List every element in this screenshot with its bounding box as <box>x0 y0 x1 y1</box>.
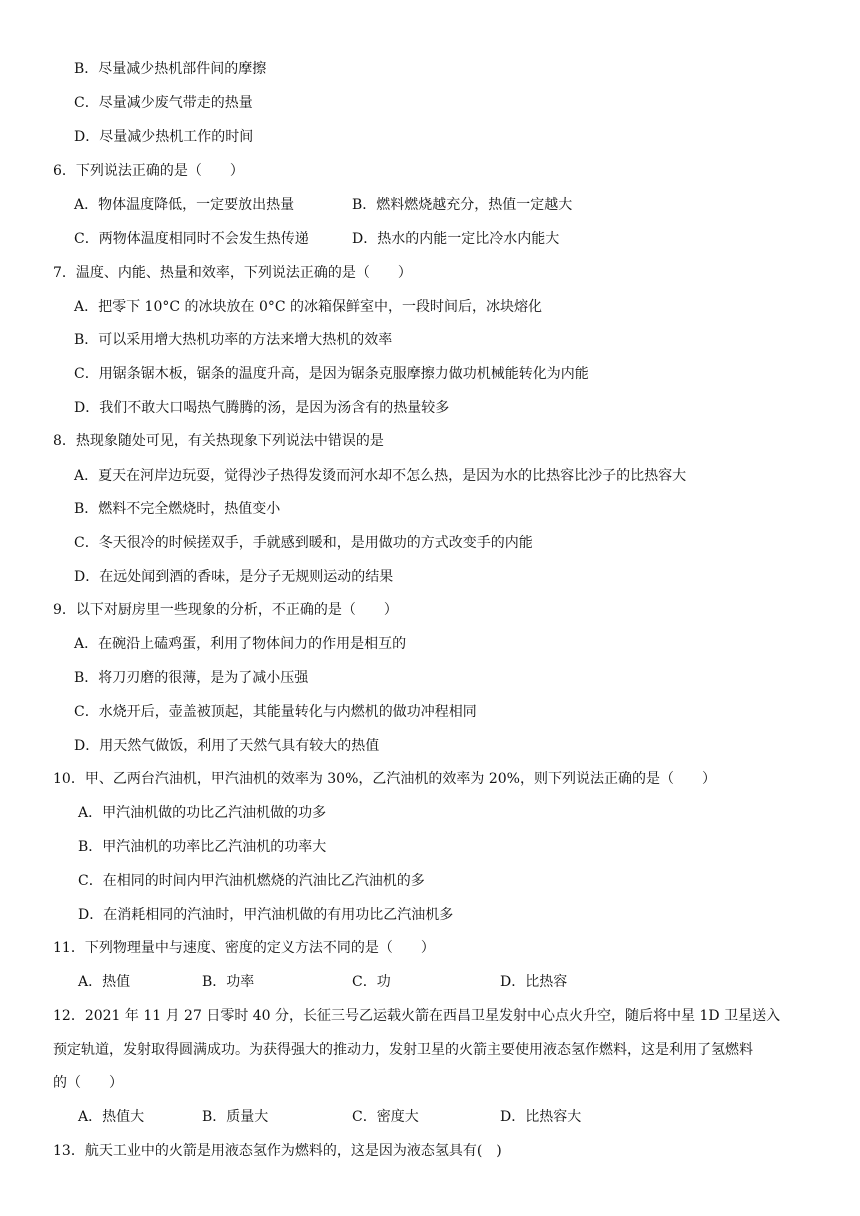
q6-option-b: B．燃料燃烧越充分，热值一定越大 <box>352 197 573 213</box>
q12-stem-line-1: 12．2021 年 11 月 27 日零时 40 分，长征三号乙运载火箭在西昌卫星发射中心点火升空，随后将中星 1D 卫星送入 <box>53 1008 781 1024</box>
q7-option-b: B．可以采用增大热机功率的方法来增大热机的效率 <box>74 332 393 348</box>
q10-stem: 10．甲、乙两台汽油机，甲汽油机的效率为 30%，乙汽油机的效率为 20%，则下列说法正确的是（ ） <box>53 771 716 787</box>
q11-stem: 11．下列物理量中与速度、密度的定义方法不同的是（ ） <box>53 940 435 956</box>
q9-stem: 9．以下对厨房里一些现象的分析，不正确的是（ ） <box>53 602 398 618</box>
q12-option-c: C．密度大 <box>352 1109 419 1125</box>
q9-option-c: C．水烧开后，壶盖被顶起，其能量转化与内燃机的做功冲程相同 <box>74 704 477 720</box>
q6-option-c: C．两物体温度相同时不会发生热传递 <box>74 231 309 247</box>
q9-option-d: D．用天然气做饭，利用了天然气具有较大的热值 <box>74 738 380 754</box>
q5-option-c: C．尽量减少废气带走的热量 <box>74 95 253 111</box>
q12-stem-line-3: 的（ ） <box>53 1075 123 1091</box>
q6-stem: 6．下列说法正确的是（ ） <box>53 163 244 179</box>
q13-stem: 13．航天工业中的火箭是用液态氢作为燃料的，这是因为液态氢具有( ) <box>53 1143 502 1159</box>
q10-option-d: D．在消耗相同的汽油时，甲汽油机做的有用功比乙汽油机多 <box>78 907 454 923</box>
q9-option-a: A．在碗沿上磕鸡蛋，利用了物体间力的作用是相互的 <box>74 636 407 652</box>
q10-option-b: B．甲汽油机的功率比乙汽油机的功率大 <box>78 839 327 855</box>
q11-option-b: B．功率 <box>202 974 255 990</box>
q6-option-a: A．物体温度降低，一定要放出热量 <box>74 197 295 213</box>
q8-option-d: D．在远处闻到酒的香味，是分子无规则运动的结果 <box>74 569 394 585</box>
q12-stem-line-2: 预定轨道，发射取得圆满成功。为获得强大的推动力，发射卫星的火箭主要使用液态氢作燃料，这是利用了氢燃料 <box>53 1042 753 1058</box>
q12-option-b: B．质量大 <box>202 1109 269 1125</box>
q8-stem: 8．热现象随处可见，有关热现象下列说法中错误的是 <box>53 433 384 449</box>
q7-option-c: C．用锯条锯木板，锯条的温度升高，是因为锯条克服摩擦力做功机械能转化为内能 <box>74 366 589 382</box>
q12-option-d: D．比热容大 <box>500 1109 582 1125</box>
q10-option-c: C．在相同的时间内甲汽油机燃烧的汽油比乙汽油机的多 <box>78 873 425 889</box>
q11-option-c: C．功 <box>352 974 391 990</box>
q11-option-a: A．热值 <box>78 974 131 990</box>
q7-option-a: A．把零下 10°C 的冰块放在 0°C 的冰箱保鲜室中，一段时间后，冰块熔化 <box>74 299 543 315</box>
q8-option-b: B．燃料不完全燃烧时，热值变小 <box>74 501 281 517</box>
q8-option-a: A．夏天在河岸边玩耍，觉得沙子热得发烫而河水却不怎么热，是因为水的比热容比沙子的比热容大 <box>74 468 687 484</box>
q12-option-a: A．热值大 <box>78 1109 145 1125</box>
q7-option-d: D．我们不敢大口喝热气腾腾的汤，是因为汤含有的热量较多 <box>74 400 450 416</box>
q10-option-a: A．甲汽油机做的功比乙汽油机做的功多 <box>78 805 327 821</box>
q6-option-d: D．热水的内能一定比冷水内能大 <box>352 231 560 247</box>
q11-option-d: D．比热容 <box>500 974 568 990</box>
q9-option-b: B．将刀刃磨的很薄，是为了减小压强 <box>74 670 309 686</box>
q5-option-d: D．尽量减少热机工作的时间 <box>74 129 254 145</box>
q8-option-c: C．冬天很冷的时候搓双手，手就感到暖和，是用做功的方式改变手的内能 <box>74 535 533 551</box>
q5-option-b: B．尽量减少热机部件间的摩擦 <box>74 61 267 77</box>
q7-stem: 7．温度、内能、热量和效率，下列说法正确的是（ ） <box>53 265 412 281</box>
